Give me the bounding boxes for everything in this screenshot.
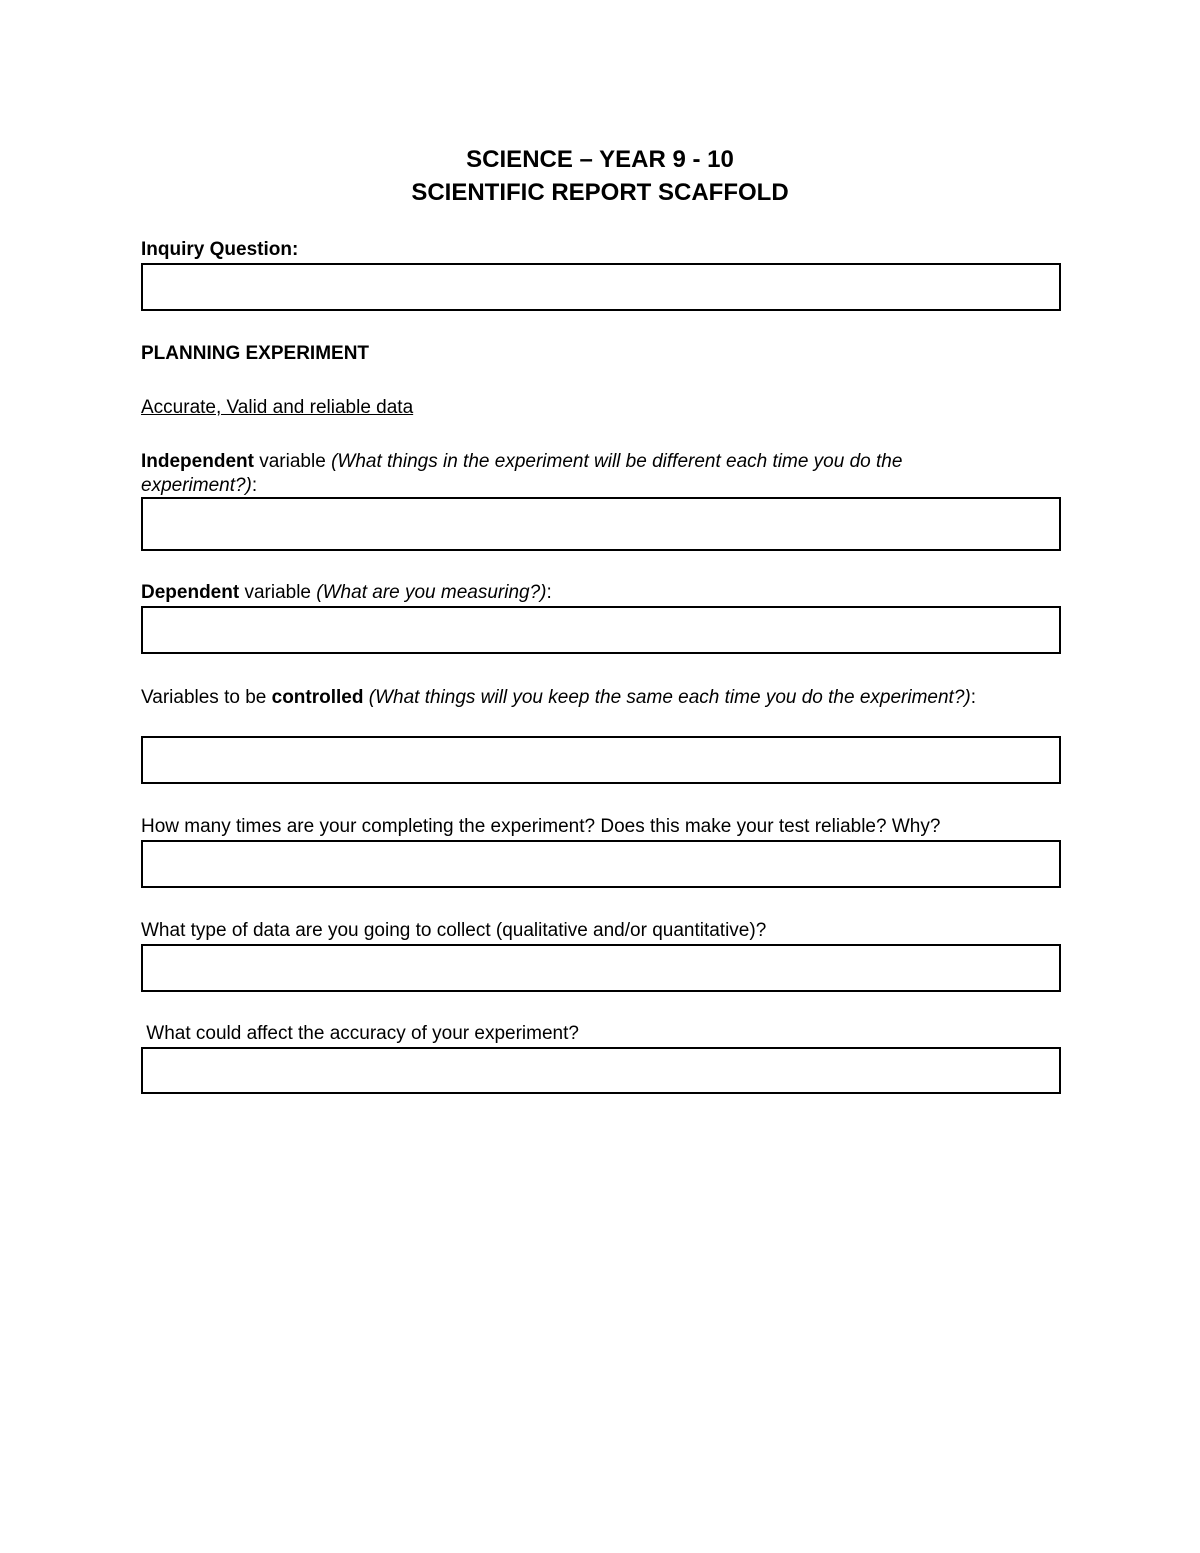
reliability-question-field[interactable]: [141, 840, 1061, 888]
controlled-variables-field[interactable]: [141, 736, 1061, 784]
dependent-plain: variable: [239, 582, 317, 603]
controlled-plain: Variables to be: [141, 687, 272, 708]
controlled-bold: controlled: [271, 687, 364, 708]
dependent-tail: :: [546, 582, 552, 603]
page-title: [0, 143, 1200, 209]
section-subheading: Accurate, Valid and reliable data: [141, 397, 414, 418]
accuracy-question-label: What could affect the accuracy of your experiment?: [141, 1023, 579, 1044]
inquiry-question-field[interactable]: [141, 263, 1061, 311]
section-heading: PLANNING EXPERIMENT: [141, 343, 370, 364]
title-line-2: SCIENTIFIC REPORT SCAFFOLD: [411, 179, 789, 206]
dependent-bold: Dependent: [141, 582, 240, 603]
reliability-question-label: How many times are your completing the experiment? Does this make your test reliable? Why?: [141, 816, 941, 837]
independent-plain: variable: [253, 451, 332, 472]
controlled-tail: :: [970, 687, 976, 708]
independent-bold: Independent: [141, 451, 254, 472]
independent-tail: :: [251, 475, 258, 496]
dependent-variable-field[interactable]: [141, 606, 1061, 654]
accuracy-question-field[interactable]: [141, 1047, 1061, 1094]
independent-variable-label: [141, 450, 1021, 498]
data-type-question-field[interactable]: [141, 944, 1061, 992]
independent-italic: (What things in the experiment will be different each time you do the experiment?): [141, 451, 903, 496]
dependent-variable-label: [141, 581, 552, 605]
inquiry-question-label: Inquiry Question:: [141, 239, 299, 260]
independent-variable-field[interactable]: [141, 497, 1061, 551]
data-type-question-label: What type of data are you going to collect (qualitative and/or quantitative)?: [141, 920, 767, 941]
title-line-1: SCIENCE – YEAR 9 - 10: [466, 146, 734, 173]
controlled-variables-label: [141, 686, 981, 710]
controlled-italic: (What things will you keep the same each time you do the experiment?): [363, 687, 971, 708]
dependent-italic: (What are you measuring?): [316, 582, 547, 603]
